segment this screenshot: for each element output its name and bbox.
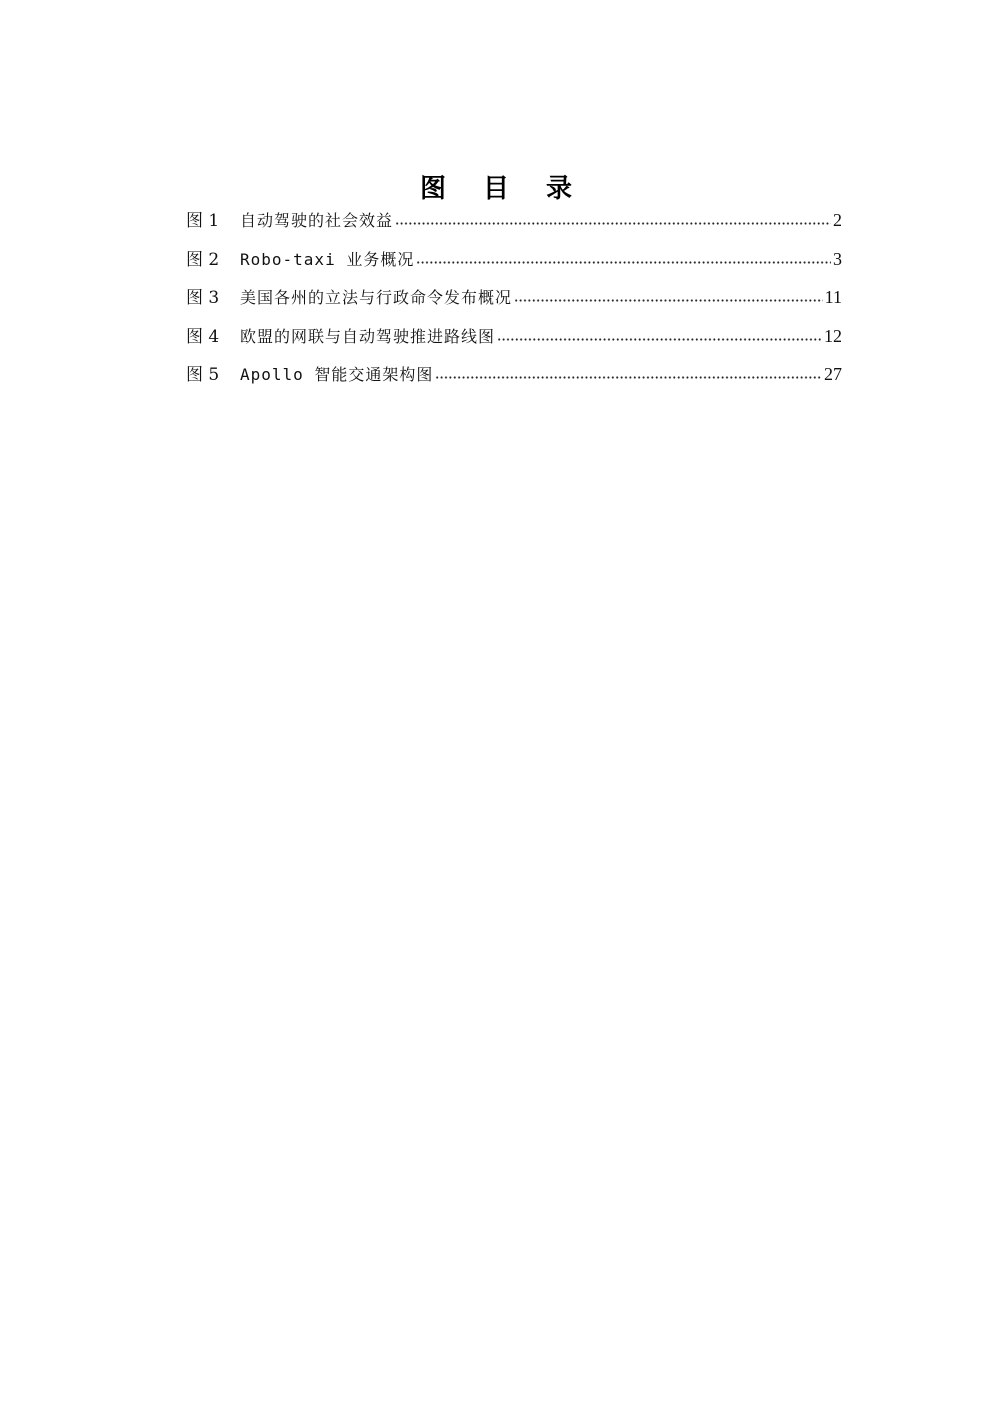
dot-leader bbox=[514, 299, 823, 302]
dot-leader bbox=[497, 338, 822, 341]
toc-entry[interactable] bbox=[186, 317, 842, 356]
dot-leader bbox=[416, 261, 831, 264]
dot-leader bbox=[435, 376, 822, 379]
toc-entry[interactable] bbox=[186, 201, 842, 240]
figure-title: Apollo 智能交通架构图 bbox=[240, 365, 434, 384]
dot-leader bbox=[395, 222, 831, 225]
figure-label: 图 2 bbox=[186, 249, 220, 270]
figure-label: 图 3 bbox=[186, 288, 220, 308]
figure-label: 图 5 bbox=[186, 365, 220, 385]
figure-title: 自动驾驶的社会效益 bbox=[240, 211, 394, 230]
page-number: 3 bbox=[833, 248, 842, 269]
figure-title: 美国各州的立法与行政命令发布概况 bbox=[240, 288, 513, 307]
page-number: 2 bbox=[833, 210, 842, 230]
toc-entry[interactable] bbox=[186, 240, 842, 279]
figure-list bbox=[186, 201, 842, 394]
figure-title: Robo-taxi 业务概况 bbox=[240, 249, 415, 269]
figure-label: 图 1 bbox=[186, 211, 220, 231]
toc-entry[interactable] bbox=[186, 355, 842, 394]
page-number: 12 bbox=[824, 325, 842, 346]
figure-title: 欧盟的网联与自动驾驶推进路线图 bbox=[240, 326, 496, 346]
figure-label: 图 4 bbox=[186, 326, 220, 347]
page-title: 图 目 录 bbox=[419, 174, 587, 205]
page-number: 27 bbox=[824, 364, 842, 384]
toc-entry[interactable] bbox=[186, 278, 842, 317]
page-number: 11 bbox=[824, 287, 842, 307]
